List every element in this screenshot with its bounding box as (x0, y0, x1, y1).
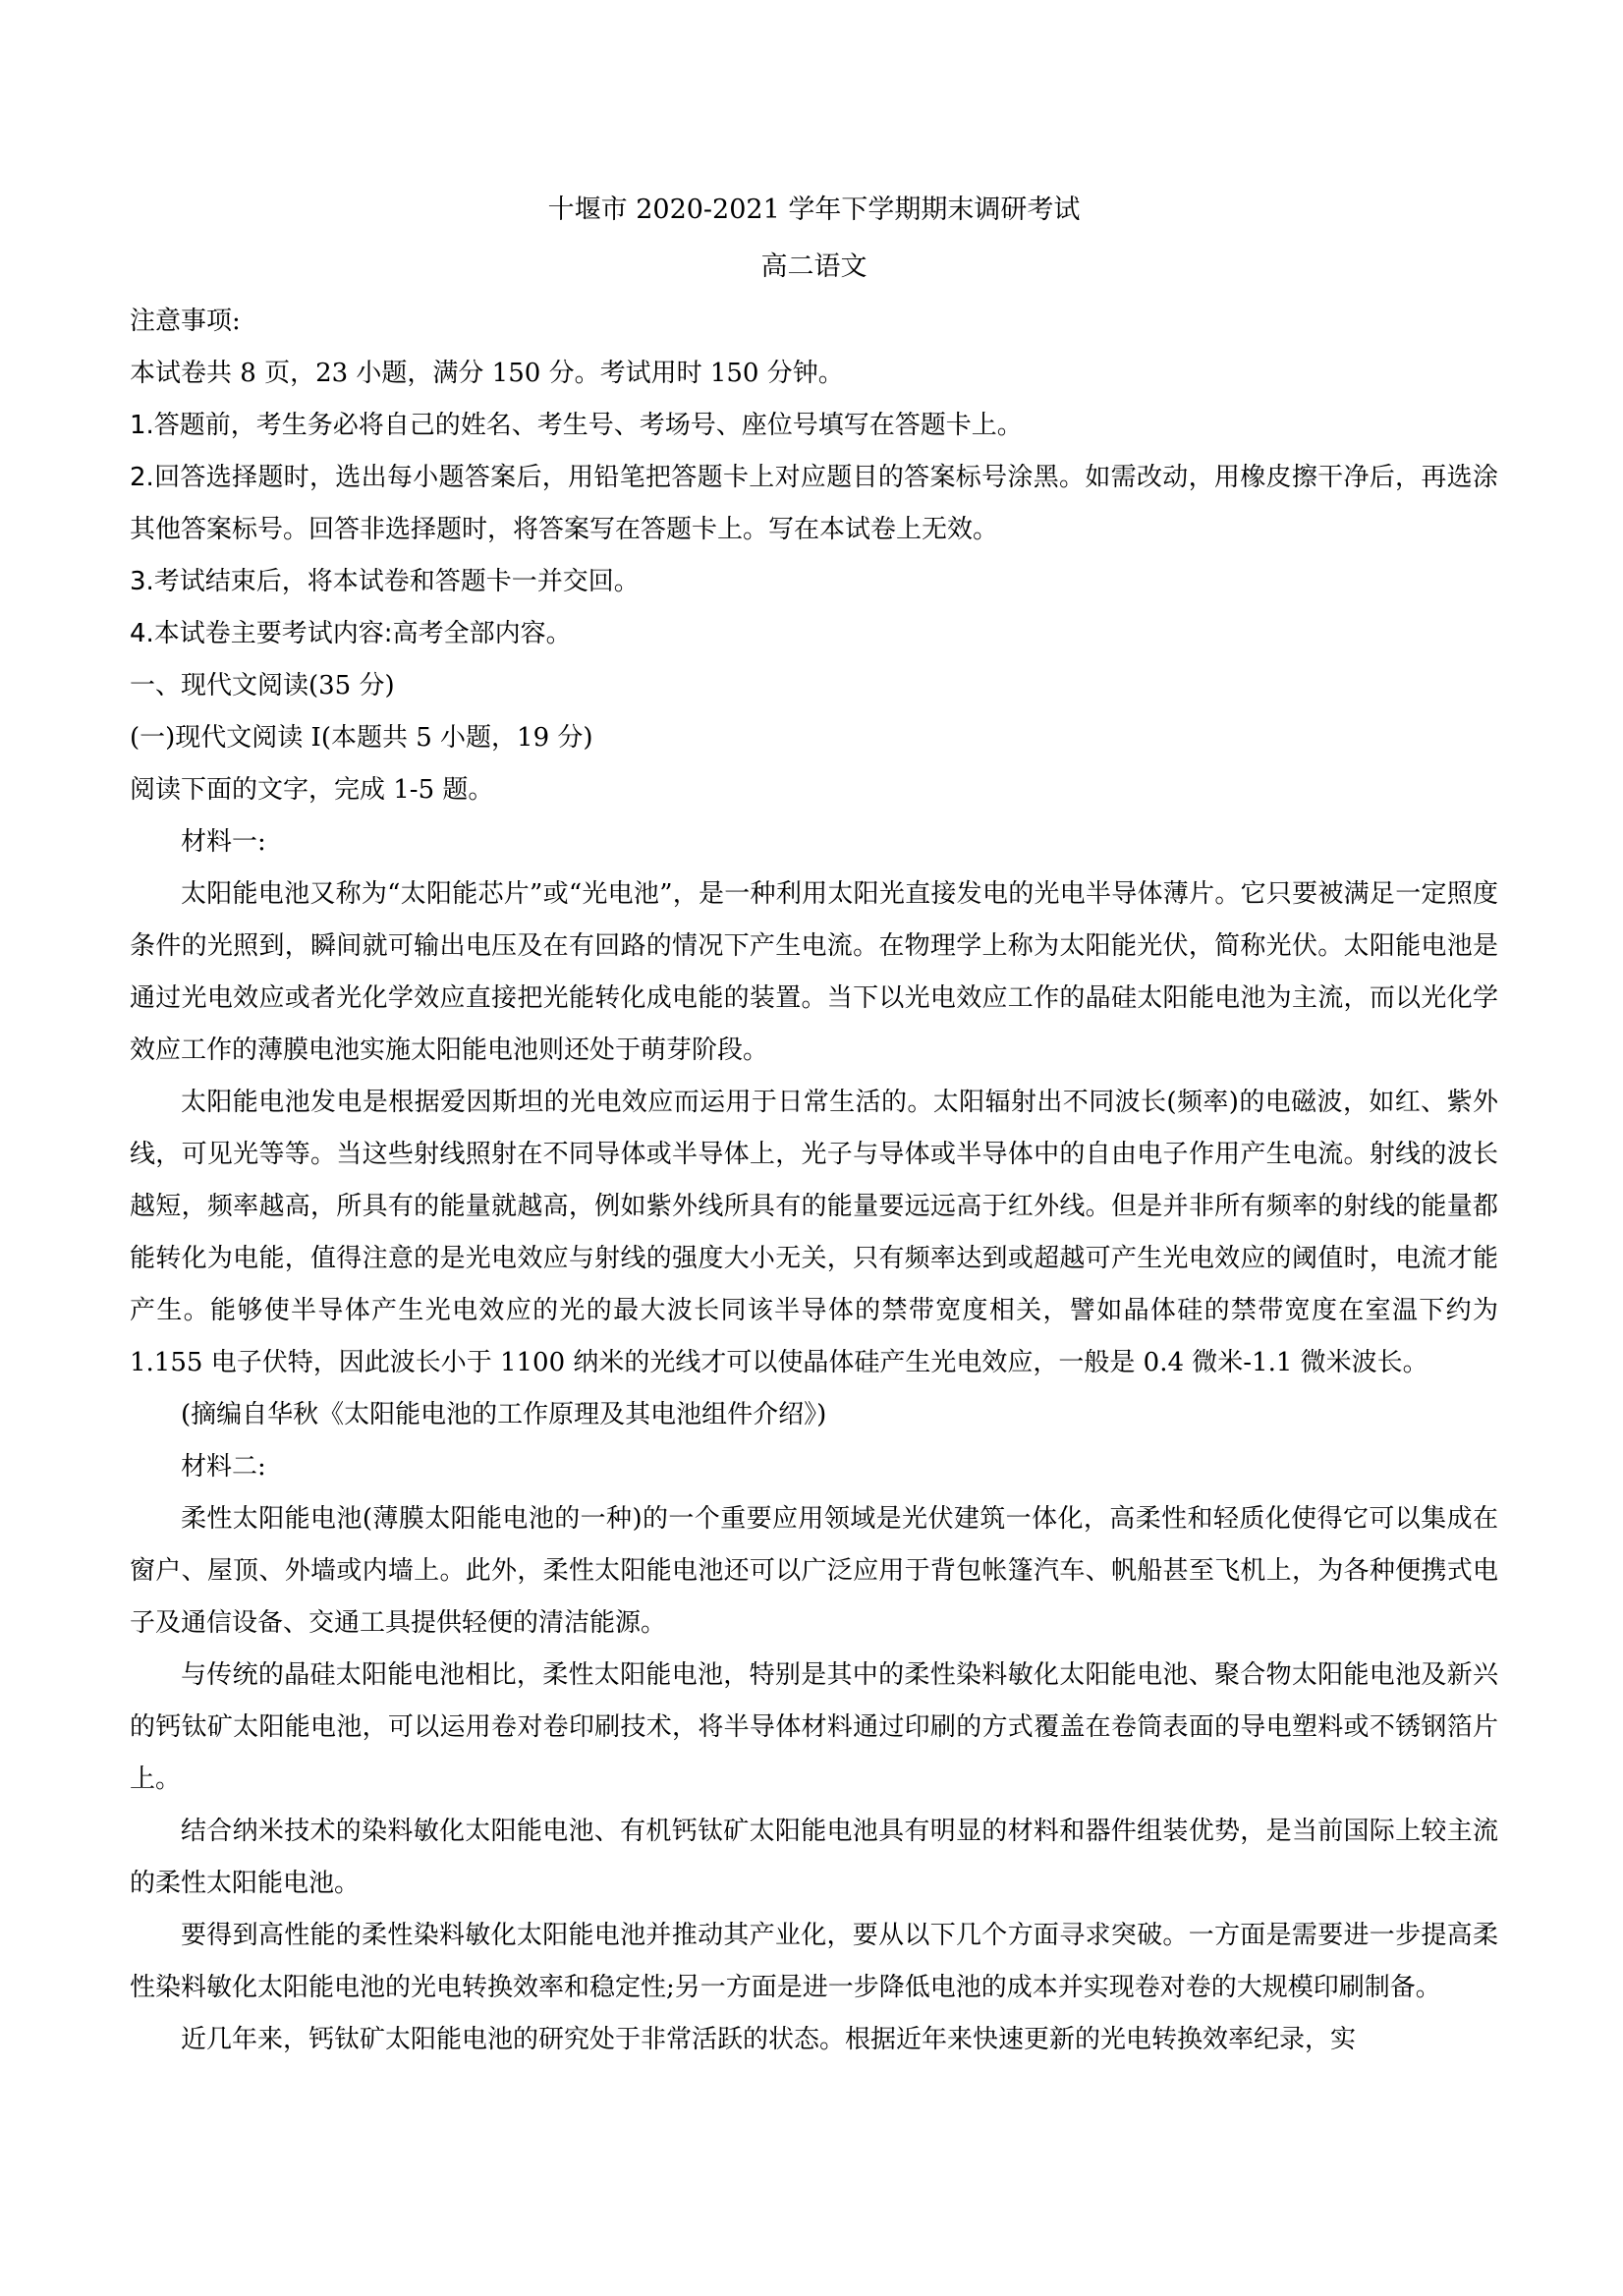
notice-line-2: 2.回答选择题时，选出每小题答案后，用铅笔把答题卡上对应题目的答案标号涂黑。如需改动，用橡皮擦干净后，再选涂其他答案标号。回答非选择题时，将答案写在答题卡上。写在本试卷上无效。 (130, 463, 1498, 544)
notice-line-4: 4.本试卷主要考试内容:高考全部内容。 (130, 619, 572, 648)
notice-line-1: 1.答题前，考生务必将自己的姓名、考生号、考场号、座位号填写在答题卡上。 (130, 411, 1023, 440)
material1-source: (摘编自华秋《太阳能电池的工作原理及其电池组件介绍》) (181, 1400, 827, 1429)
material1-paragraph-1: 太阳能电池又称为“太阳能芯片”或“光电池”，是一种利用太阳光直接发电的光电半导体薄片。它只要被满足一定照度条件的光照到，瞬间就可输出电压及在有回路的情况下产生电流。在物理学上称为太阳能光伏，简称光伏。太阳能电池是通过光电效应或者光化学效应直接把光能转化成电能的装置。当下以光电效应工作的晶硅太阳能电池为主流，而以光化学效应工作的薄膜电池实施太阳能电池则还处于萌芽阶段。 (130, 879, 1498, 1065)
material2-paragraph-4: 要得到高性能的柔性染料敏化太阳能电池并推动其产业化，要从以下几个方面寻求突破。一方面是需要进一步提高柔性染料敏化太阳能电池的光电转换效率和稳定性;另一方面是进一步降低电池的成本并实现卷对卷的大规模印刷制备。 (130, 1921, 1498, 2002)
material2-paragraph-3: 结合纳米技术的染料敏化太阳能电池、有机钙钛矿太阳能电池具有明显的材料和器件组装优势，是当前国际上较主流的柔性太阳能电池。 (130, 1817, 1498, 1898)
material1-paragraph-2: 太阳能电池发电是根据爱因斯坦的光电效应而运用于日常生活的。太阳辐射出不同波长(频率)的电磁波，如红、紫外线，可见光等等。当这些射线照射在不同导体或半导体上，光子与导体或半导体中的自由电子作用产生电流。射线的波长越短，频率越高，所具有的能量就越高，例如紫外线所具有的能量要远远高于红外线。但是并非所有频率的射线的能量都能转化为电能，值得注意的是光电效应与射线的强度大小无关，只有频率达到或超越可产生光电效应的阈值时，电流才能产生。能够使半导体产生光电效应的光的最大波长同该半导体的禁带宽度相关，譬如晶体硅的禁带宽度在室温下约为 1.155 电子伏特，因此波长小于 1100 纳米的光线才可以使晶体硅产生光电效应，一般是 0.4 微米-1.1 微米波长。 (130, 1088, 1498, 1377)
material2-paragraph-2: 与传统的晶硅太阳能电池相比，柔性太阳能电池，特别是其中的柔性染料敏化太阳能电池、聚合物太阳能电池及新兴的钙钛矿太阳能电池，可以运用卷对卷印刷技术，将半导体材料通过印刷的方式覆盖在卷筒表面的导电塑料或不锈钢箔片上。 (130, 1660, 1498, 1794)
material1-label: 材料一: (181, 827, 266, 857)
exam-subject: 高二语文 (760, 252, 867, 282)
material2-paragraph-1: 柔性太阳能电池(薄膜太阳能电池的一种)的一个重要应用领域是光伏建筑一体化，高柔性和轻质化使得它可以集成在窗户、屋顶、外墙或内墙上。此外，柔性太阳能电池还可以广泛应用于背包帐篷汽车、帆船甚至飞机上，为各种便携式电子及通信设备、交通工具提供轻便的清洁能源。 (130, 1504, 1498, 1638)
exam-title: 十堰市 2020-2021 学年下学期期末调研考试 (547, 195, 1081, 225)
reading-instruction: 阅读下面的文字，完成 1-5 题。 (130, 775, 494, 805)
notice-line-0: 本试卷共 8 页，23 小题，满分 150 分。考试用时 150 分钟。 (130, 359, 844, 388)
material2-label: 材料二: (181, 1452, 266, 1482)
subsection-title: (一)现代文阅读 I(本题共 5 小题，19 分) (130, 723, 593, 753)
notice-heading: 注意事项: (130, 307, 241, 336)
material2-paragraph-5: 近几年来，钙钛矿太阳能电池的研究处于非常活跃的状态。根据近年来快速更新的光电转换效率纪录，实 (181, 2025, 1357, 2054)
notice-line-3: 3.考试结束后，将本试卷和答题卡一并交回。 (130, 567, 640, 596)
section-title: 一、现代文阅读(35 分) (130, 671, 395, 700)
